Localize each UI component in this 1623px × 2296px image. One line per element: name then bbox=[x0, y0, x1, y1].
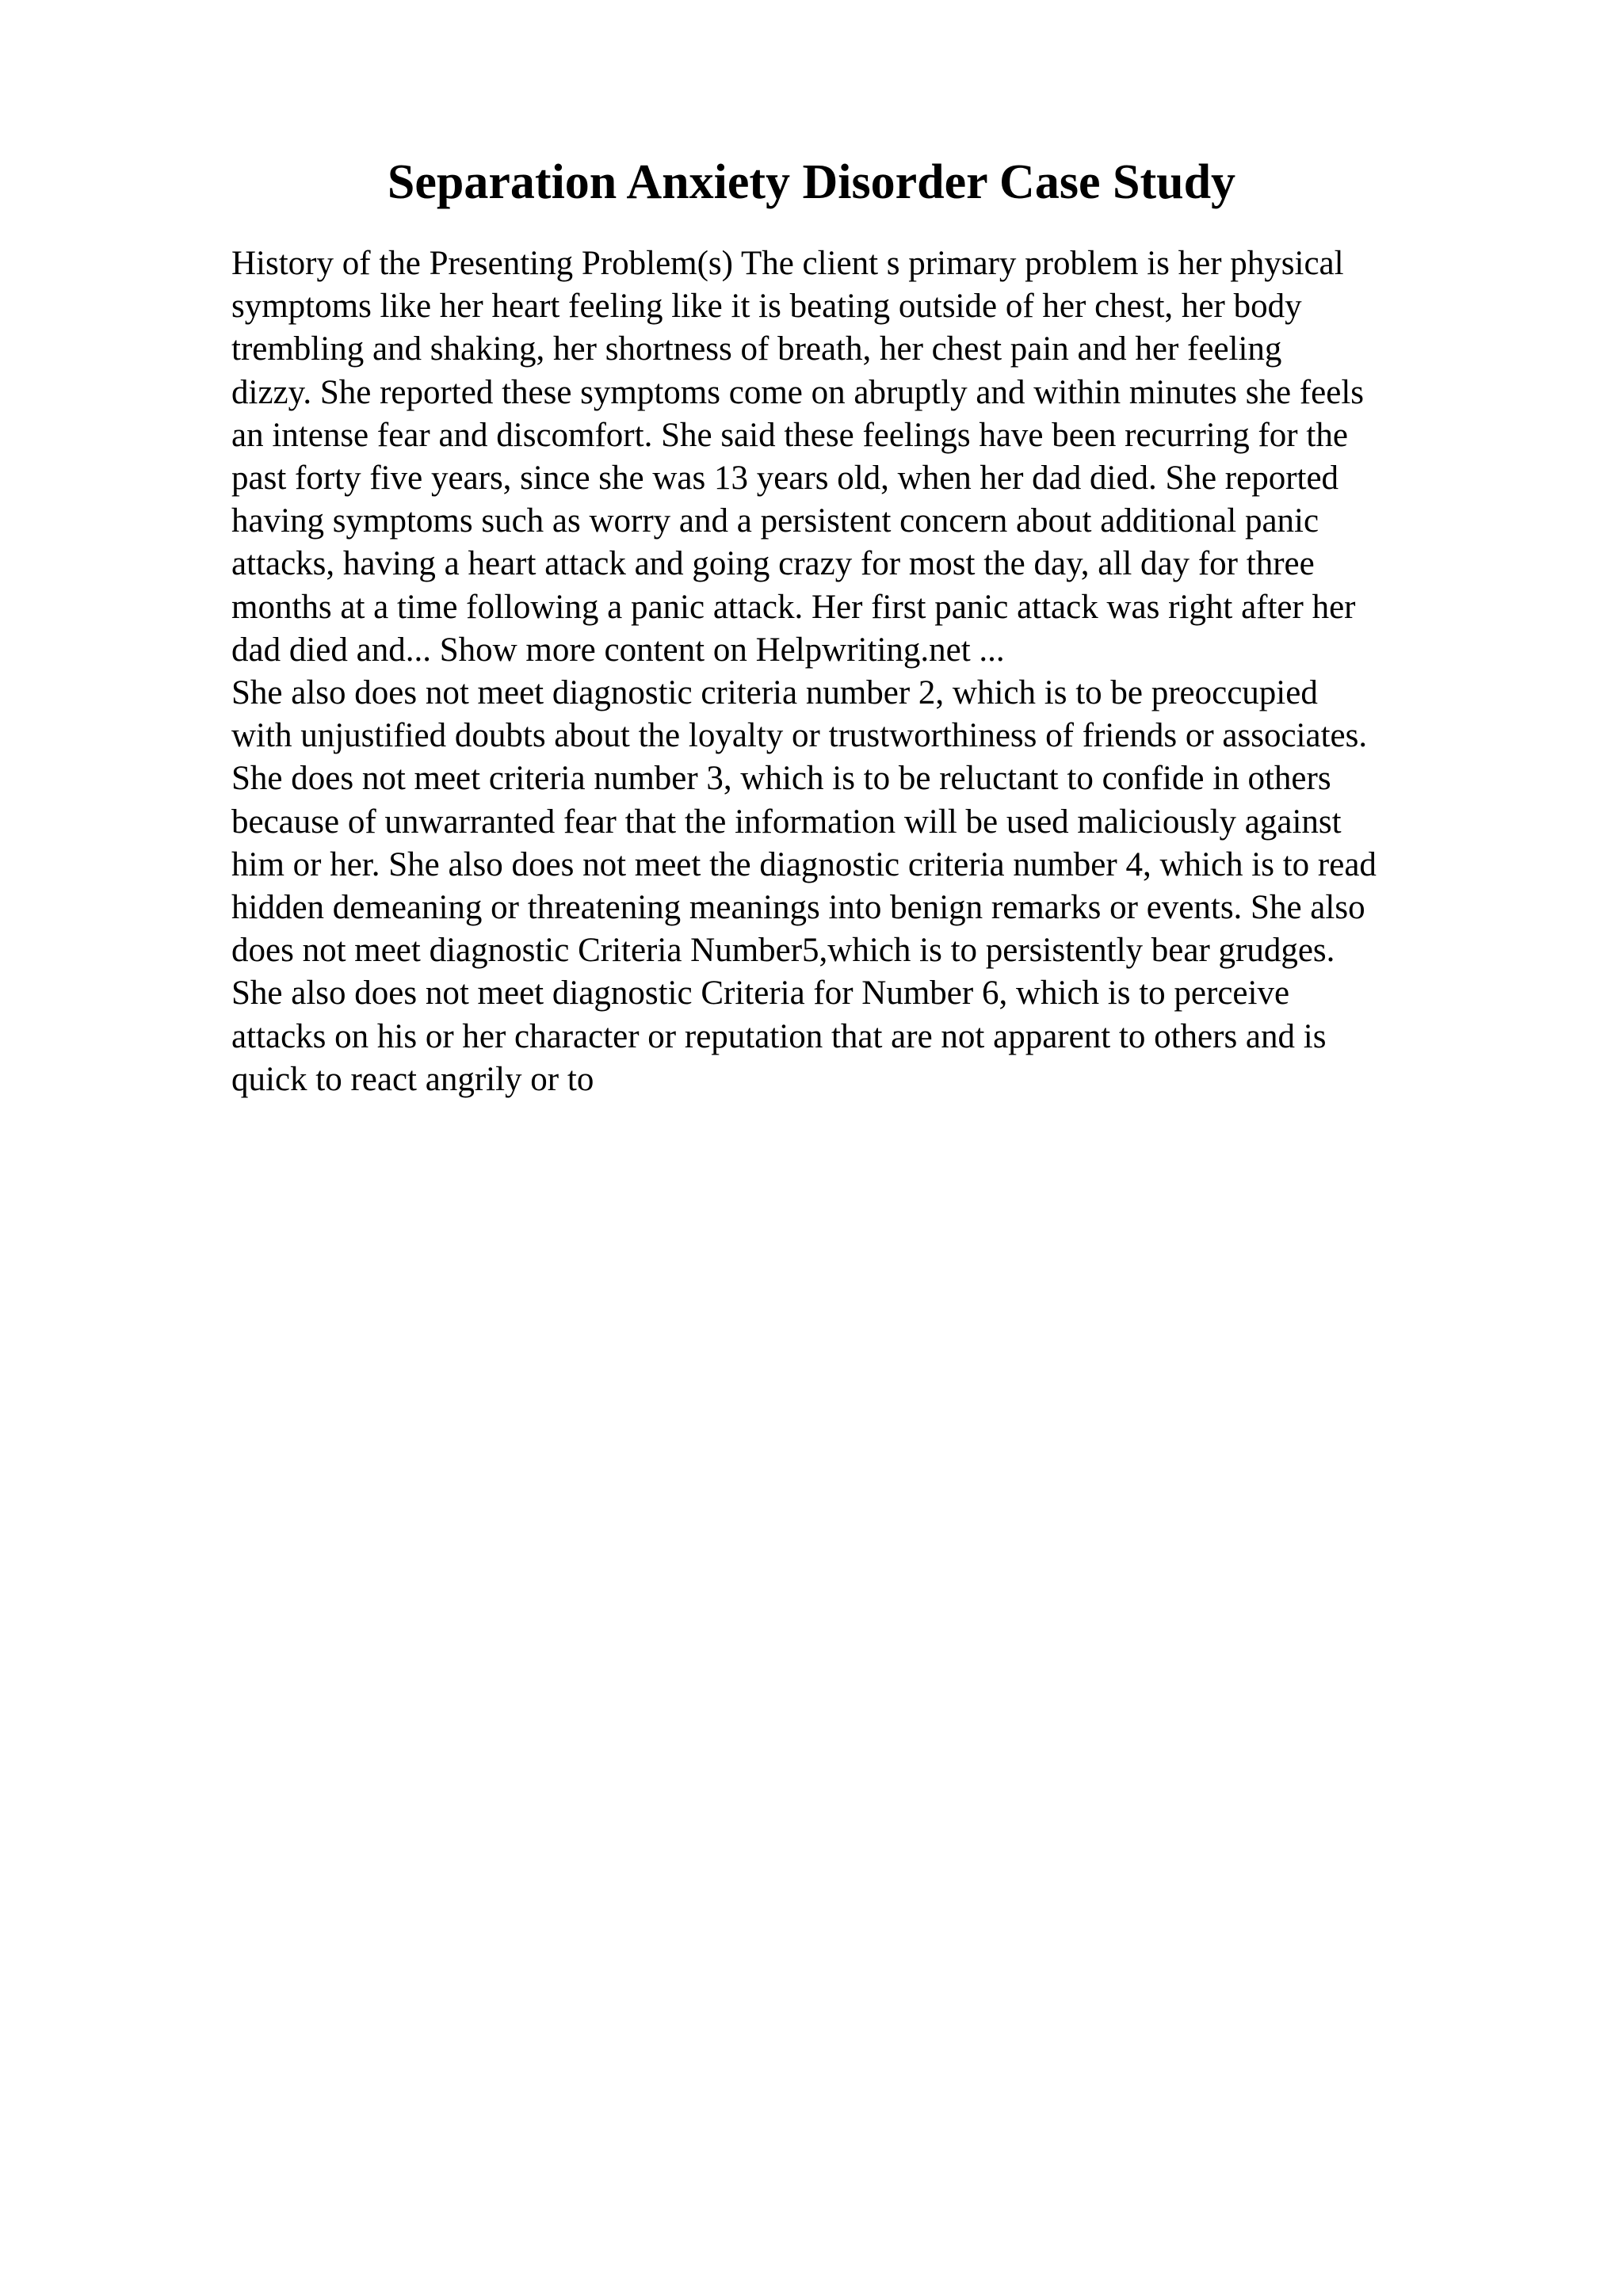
body-line: dad died and... Show more content on Helpwriting.net ... bbox=[231, 631, 1005, 669]
body-line: dizzy. She reported these symptoms come on abruptly and within minutes she feels bbox=[231, 373, 1365, 411]
body-line: She does not meet criteria number 3, which is to be reluctant to confide in others bbox=[231, 760, 1331, 798]
body-line: trembling and shaking, her shortness of breath, her chest pain and her feeling bbox=[231, 330, 1282, 368]
body-line: him or her. She also does not meet the diagnostic criteria number 4, which is to read bbox=[231, 845, 1377, 883]
body-line: an intense fear and discomfort. She said these feelings have been recurring for the bbox=[231, 416, 1348, 454]
body-line: She also does not meet diagnostic criteria number 2, which is to be preoccupied bbox=[231, 674, 1318, 712]
body-line: History of the Presenting Problem(s) The client s primary problem is her physical bbox=[231, 245, 1344, 282]
document-body bbox=[231, 242, 1484, 1101]
body-line: She also does not meet diagnostic Criteria for Number 6, which is to perceive bbox=[231, 974, 1290, 1013]
body-line: with unjustified doubts about the loyalty or trustworthiness of friends or associates. bbox=[231, 717, 1368, 755]
body-line: because of unwarranted fear that the information will be used maliciously against bbox=[231, 803, 1342, 841]
document-title: Separation Anxiety Disorder Case Study bbox=[387, 155, 1236, 209]
body-line: quick to react angrily or to bbox=[231, 1060, 594, 1098]
body-line: past forty five years, since she was 13 years old, when her dad died. She reported bbox=[231, 460, 1339, 498]
body-line: months at a time following a panic attack. Her first panic attack was right after her bbox=[231, 588, 1356, 626]
body-line: hidden demeaning or threatening meanings into benign remarks or events. She also bbox=[231, 889, 1365, 927]
body-line: symptoms like her heart feeling like it is beating outside of her chest, her body bbox=[231, 288, 1302, 326]
body-line: attacks, having a heart attack and going crazy for most the day, all day for three bbox=[231, 545, 1315, 583]
body-line: does not meet diagnostic Criteria Number5,which is to persistently bear grudges. bbox=[231, 932, 1335, 970]
body-line: attacks on his or her character or reputation that are not apparent to others and is bbox=[231, 1017, 1327, 1055]
body-line: having symptoms such as worry and a persistent concern about additional panic bbox=[231, 502, 1319, 540]
